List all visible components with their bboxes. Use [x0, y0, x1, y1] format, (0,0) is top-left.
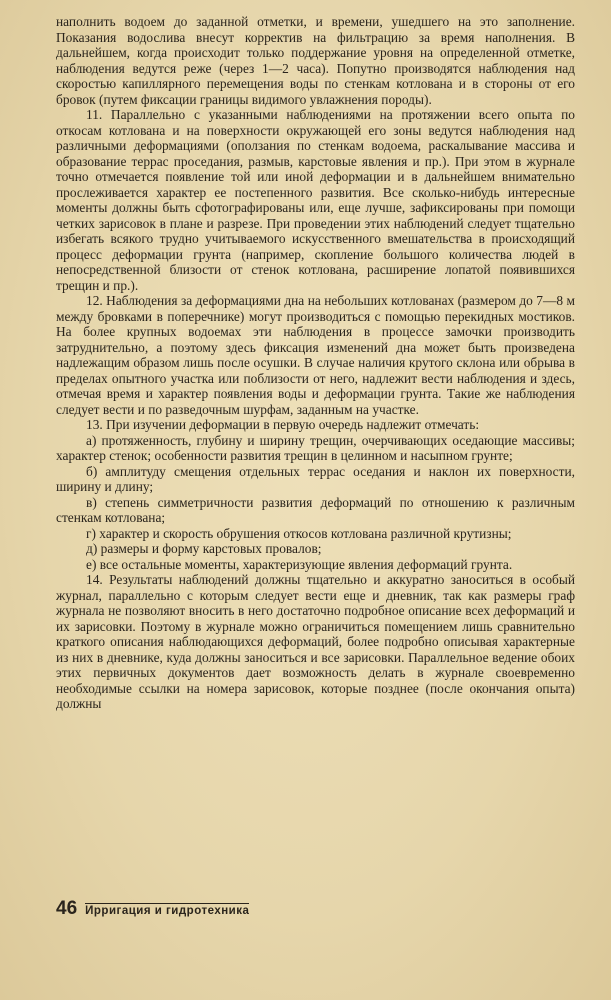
- list-item-v: в) степень симметричности развития деформаций по отношению к различным стенкам котлована;: [56, 494, 575, 525]
- list-item-b: б) амплитуду смещения отдельных террас оседания и наклон их поверхности, ширину и длину;: [56, 463, 575, 494]
- page-footer: [56, 898, 575, 920]
- list-item-d: д) размеры и форму карстовых провалов;: [86, 541, 322, 556]
- paragraph-14: 14. Результаты наблюдений должны тщательно и аккуратно заноситься в особый журнал, параллельно с которым следует вести еще и дневник, так как размеры граф журнала не позволяют вносить в него достаточно подробное описание всех деформаций и их зарисовки. Поэтому в журнале можно ограничиться помещением лишь сравнительно краткого описания наблюдающихся деформаций, более подробно описывая характерные из них в дневнике, куда должны заноситься и все зарисовки. Параллельное ведение обоих этих первичных документов дает возможность делать в журнале своевременно необходимые ссылки на номера зарисовок, которые позднее (после окончания опыта) должны: [56, 572, 575, 711]
- list-item-a: а) протяженность, глубину и ширину трещин, очерчивающих оседающие массивы; характер стенок; особенности развития трещин в целинном и насыпном грунте;: [56, 432, 575, 463]
- paragraph-continuation: наполнить водоем до заданной отметки, и времени, ушедшего на это заполнение. Показания водослива внесут корректив на фильтрацию за время наполнения. В дальнейшем, когда происходит только поддержание уровня на определенной отметке, наблюдения ведутся реже (через 1—2 часа). Попутно производятся наблюдения над скоростью капиллярного перемещения воды по стенкам котлована и в стороны от его бровок (путем фиксации границы видимого увлажнения породы).: [56, 14, 575, 107]
- page-number: 46: [56, 898, 78, 919]
- list-item-g: г) характер и скорость обрушения откосов котлована различной крутизны;: [86, 525, 512, 541]
- paragraph-11: 11. Параллельно с указанными наблюдениями на протяжении всего опыта по откосам котлована и на поверхности окружающей его зоны ведутся наблюдения над различными деформациями (оползания по стенкам водоема, раскалывание массива и образование террас проседания, размыв, карстовые явления и пр.). При этом в журнале точно отмечается появление той или иной деформации и в дальнейшем внимательно прослеживается характер ее постепенного развития. Все сколько-нибудь интересные моменты должны быть сфотографированы или, еще лучше, зафиксированы при помощи четких зарисовок в плане и разрезе. При проведении этих наблюдений следует тщательно избегать всякого трудно учитываемого искусственного вмешательства в происходящий процесс деформации грунта (например, скопление большого количества людей в непосредственной близости от стенок котлована, расширение лопатой появившихся трещин и пр.).: [56, 107, 575, 293]
- paragraph-13: 13. При изучении деформации в первую очередь надлежит отмечать:: [86, 417, 480, 432]
- body-text: [56, 14, 575, 712]
- list-item-e: е) все остальные моменты, характеризующие явления деформаций грунта.: [86, 556, 513, 572]
- journal-name: Ирригация и гидротехника: [85, 905, 250, 917]
- paragraph-12: 12. Наблюдения за деформациями дна на небольших котлованах (размером до 7—8 м между бровками в поперечнике) могут производиться с помощью перекидных мостиков. На более крупных водоемах эти наблюдения в процессе замочки производить затруднительно, а поэтому здесь фиксация изменений дна может быть произведена надлежащим образом лишь после осушки. В случае наличия крутого склона или обрыва в пределах опытного участка или поблизости от него, надлежит вести наблюдения и здесь, отмечая время и характер появления воды и деформации грунта. Такие же наблюдения следует вести и по разведочным шурфам, заданным на участке.: [56, 293, 575, 417]
